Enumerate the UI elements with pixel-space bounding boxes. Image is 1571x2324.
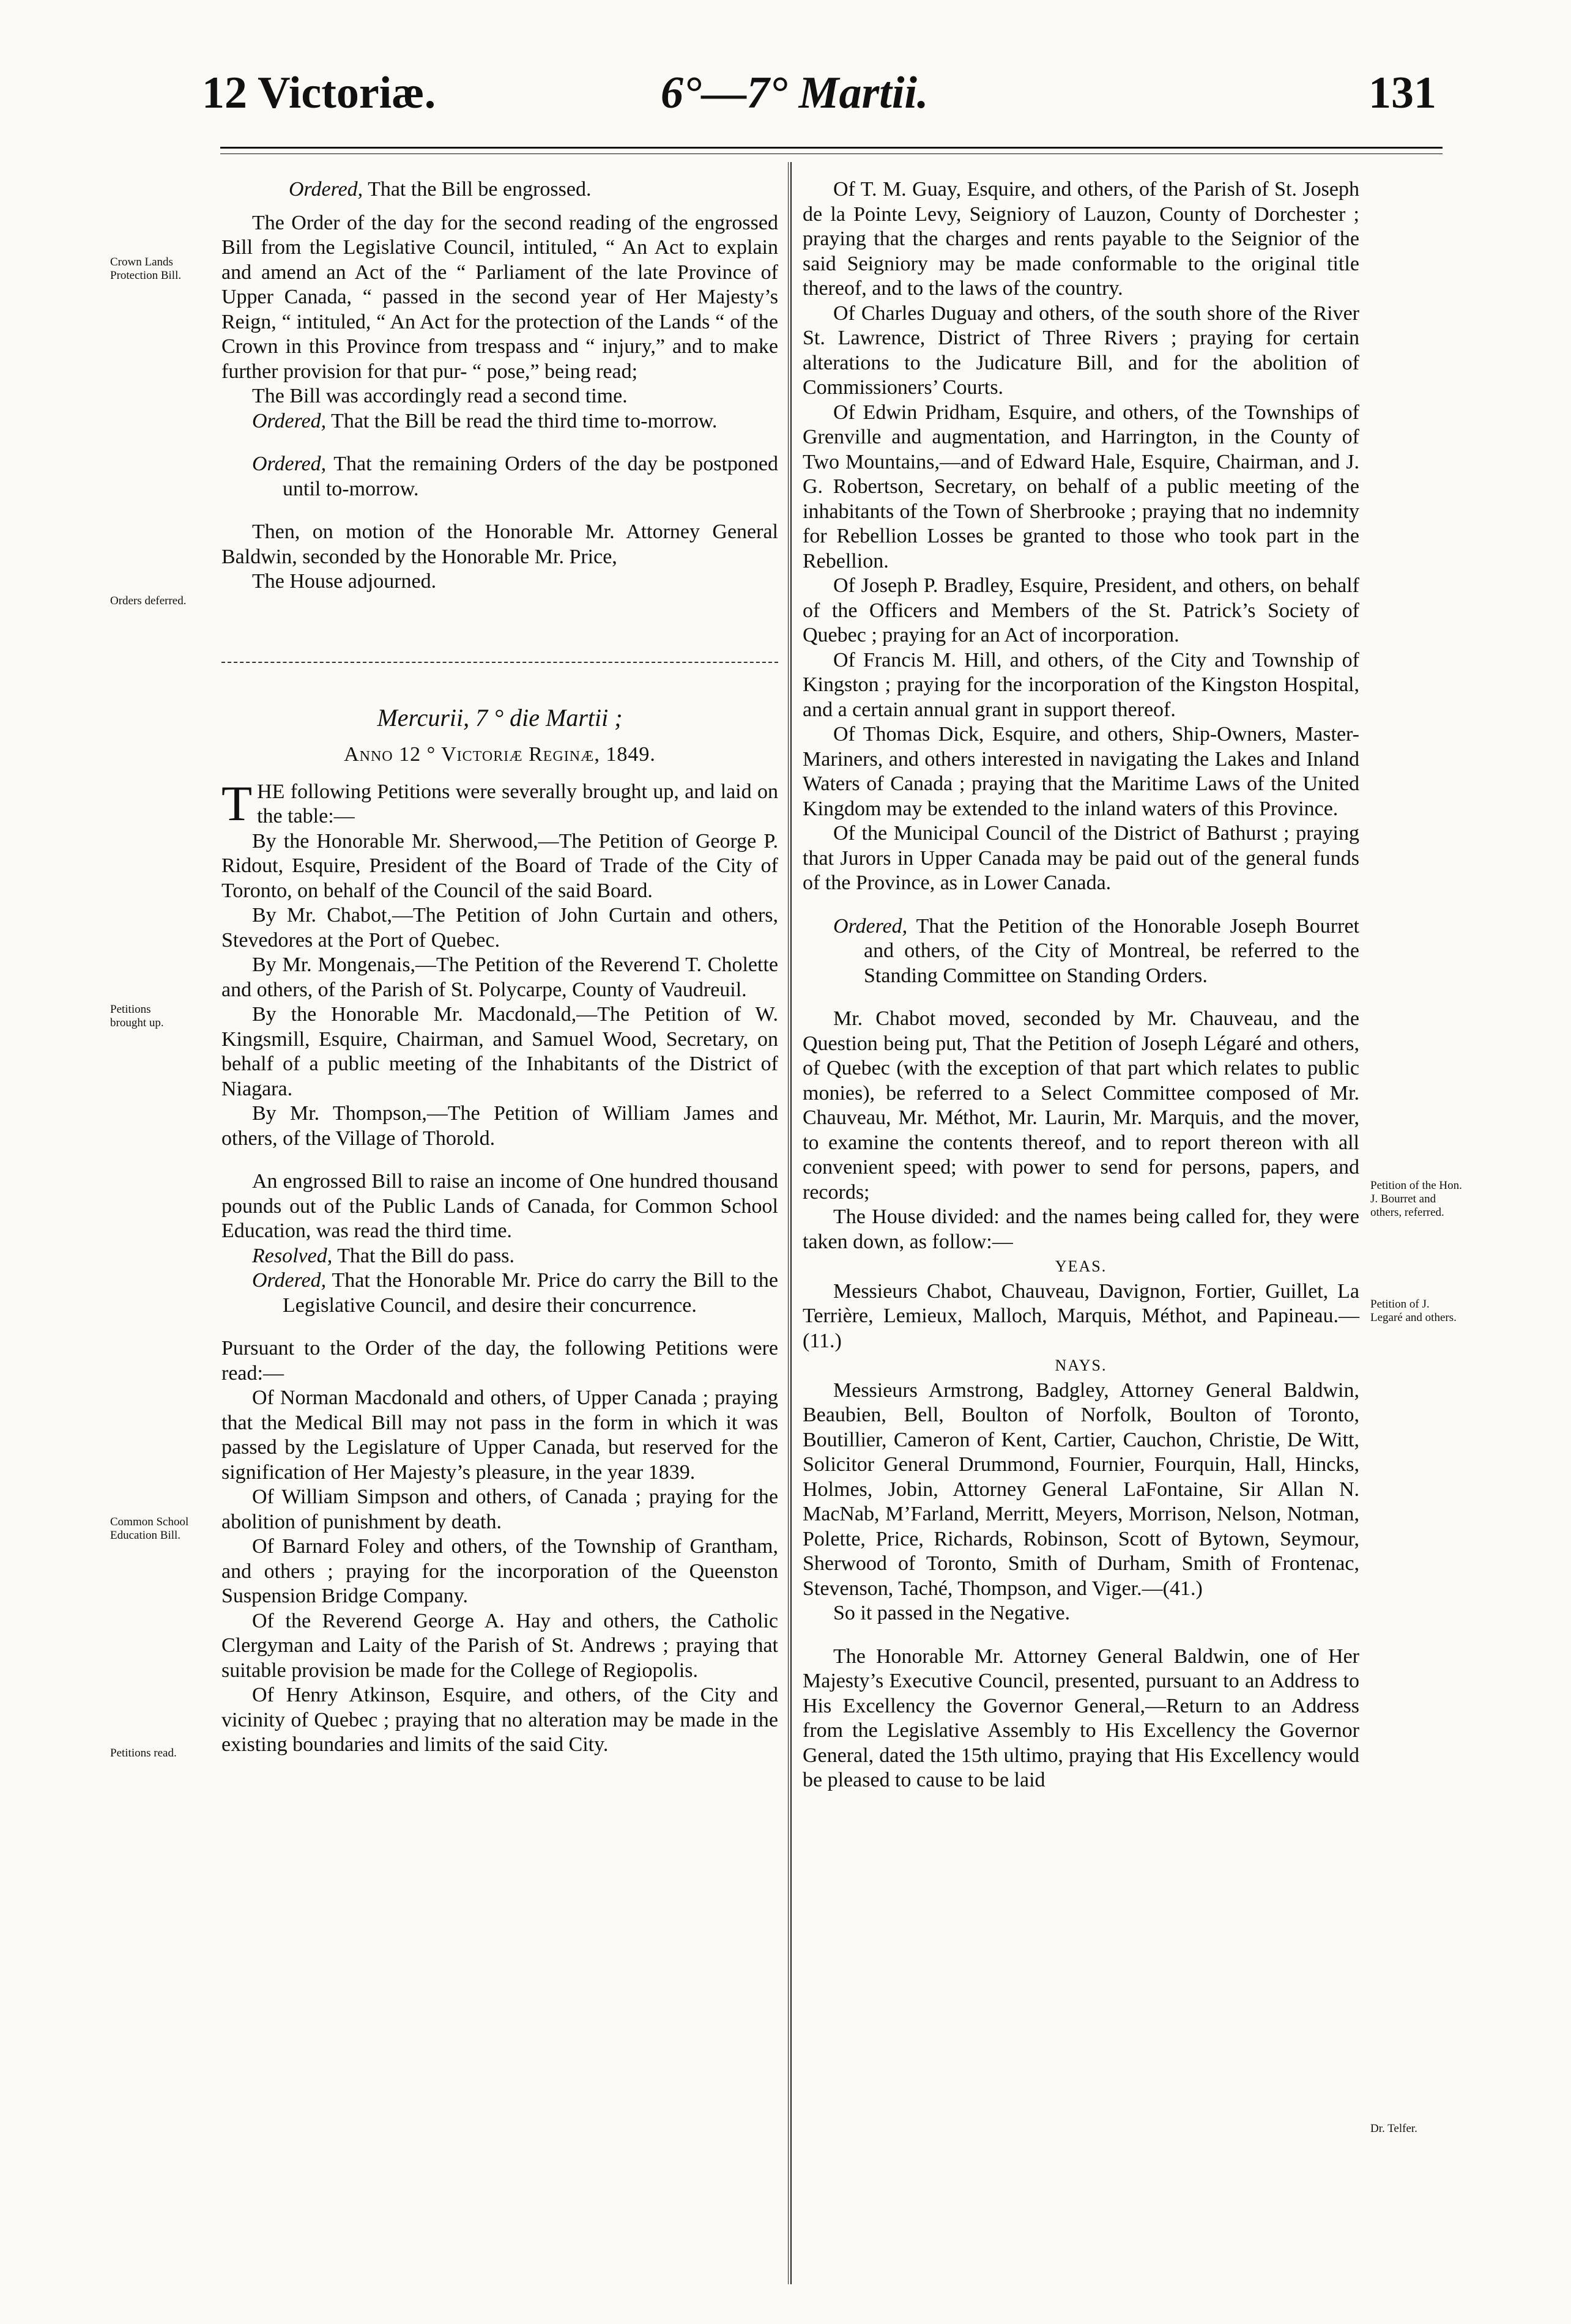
yeas-heading: YEAS. — [1055, 1257, 1107, 1275]
nays-list: Messieurs Armstrong, Badgley, Attorney General Baldwin, Beaubien, Bell, Boulton of Norfolk, Boulton of Toronto, Boutillier, Cameron of Kent, Cartier, Cauchon, Christie, De Witt, Solicitor General Drummond, Fournier, Fourquin, Hall, Hincks, Holmes, Jobin, Attorney General LaFontaine, Sir Allan N. MacNab, M’Farland, Merritt, Meyers, Morrison, Nelson, Notman, Polette, Price, Richards, Robinson, Scott of Bytown, Seymour, Sherwood of Toronto, Smith of Durham, Smith of Frontenac, Stevenson, Taché, Thompson, and Viger.—(41.) — [803, 1378, 1359, 1600]
petitions-intro: THE following Petitions were severally brought up, and laid on the table:— — [221, 775, 778, 831]
right-column — [803, 177, 1359, 1793]
petition-bradley: Of Joseph P. Bradley, Esquire, President, and others, on behalf of the Officers and Members of the St. Patrick’s Society of Quebec ; praying for an Act of incorporation. — [803, 574, 1359, 646]
page-header — [202, 67, 1436, 135]
petition-atkinson: Of Henry Atkinson, Esquire, and others, of the City and vicinity of Quebec ; praying that no alteration may be made in the existing boundaries and limits of the said City. — [221, 1684, 778, 1756]
page-number: 131 — [1369, 68, 1436, 118]
petition-guay: Of T. M. Guay, Esquire, and others, of the Parish of St. Joseph de la Pointe Levy, Seigniory of Lauzon, County of Dorchester ; praying that the charges and rents payable to the Seignior of the said Seigniory may be made conformable to the original title thereof, and to the laws of the country. — [803, 178, 1359, 300]
drop-cap: T — [221, 775, 253, 831]
second-reading: The Bill was accordingly read a second time. — [252, 385, 628, 407]
nays-heading: NAYS. — [1055, 1356, 1107, 1374]
petition-chabot: By Mr. Chabot,—The Petition of John Curtain and others, Stevedores at the Port of Quebec. — [221, 904, 778, 952]
header-rule — [220, 147, 1443, 154]
petition-mongenais: By Mr. Mongenais,—The Petition of the Reverend T. Cholette and others, of the Parish of St. Polycarpe, County of Vaudreuil. — [221, 953, 778, 1001]
house-adjourned: The House adjourned. — [252, 570, 437, 593]
section-divider — [221, 662, 778, 663]
petition-hay: Of the Reverend George A. Hay and others, the Catholic Clergyman and Laity of the Parish of St. Andrews ; praying that suitable provision be made for the College of Regiopolis. — [221, 1609, 778, 1682]
yeas-list: Messieurs Chabot, Chauveau, Davignon, Fortier, Guillet, La Terrière, Lemieux, Malloch, Marquis, Méthot, and Papineau.—(11.) — [803, 1279, 1359, 1352]
petition-dick: Of Thomas Dick, Esquire, and others, Ship-Owners, Master-Mariners, and others interested in navigating the Lakes and Inland Waters of Canada ; praying that the Maritime Laws of the United Kingdom may be extended to the inland waters of this Province. — [803, 723, 1359, 820]
petition-thompson: By Mr. Thompson,—The Petition of William James and others, of the Village of Thorold. — [221, 1102, 778, 1150]
petition-bathurst: Of the Municipal Council of the District of Bathurst ; praying that Jurors in Upper Canada may be paid out of the general funds of the Province, as in Lower Canada. — [803, 822, 1359, 894]
margin-note-telfer: Dr. Telfer. — [1370, 2122, 1417, 2135]
petition-macdonald-norman: Of Norman Macdonald and others, of Upper Canada ; praying that the Medical Bill may not pass in the form in which it was passed by the Legislature of Upper Canada, but reserved for the signification of Her Majesty’s pleasure, in the year 1839. — [221, 1386, 778, 1484]
margin-note-petitions-brought-up: Petitions brought up. — [110, 1003, 164, 1029]
petition-hill: Of Francis M. Hill, and others, of the City and Township of Kingston ; praying for the incorporation of the Kingston Hospital, and a certain annual grant in support thereof. — [803, 648, 1359, 721]
passed-negative: So it passed in the Negative. — [833, 1602, 1071, 1624]
ordered-carry-bill: Ordered, That the Honorable Mr. Price do carry the Bill to the Legislative Council, and desire their concurrence. — [252, 1269, 778, 1317]
petition-duguay: Of Charles Duguay and others, of the south shore of the River St. Lawrence, District of Three Rivers ; praying for certain alterations to the Judicature Bill, and for the abolition of Commissioners’ Courts. — [803, 302, 1359, 399]
sitting-date: Mercurii, 7 ° die Martii ; — [377, 703, 623, 731]
margin-note-crown-lands: Crown Lands Protection Bill. — [110, 256, 182, 282]
running-head-left: 12 Victoriæ. — [202, 68, 436, 118]
petition-macdonald: By the Honorable Mr. Macdonald,—The Petition of W. Kingsmill, Esquire, Chairman, and Samuel Wood, Secretary, on behalf of a public meeting of the Inhabitants of the District of Niagara. — [221, 1003, 778, 1100]
margin-note-orders-deferred: Orders deferred. — [110, 594, 187, 607]
sitting-year: Anno 12 ° Victoriæ Reginæ, 1849. — [344, 743, 656, 766]
house-divided: The House divided: and the names being called for, they were taken down, as follow:— — [803, 1205, 1359, 1253]
crown-lands-order: The Order of the day for the second reading of the engrossed Bill from the Legislative Council, intituled, “ An Act to explain and amend an Act of the “ Parliament of the late Province of Upper Canada, “ passed in the second year of Her Majesty’s Reign, “ intituled, “ An Act for the protection of the Lands “ of the Crown in this Province from trespass and “ injury,” and to make further provision for that pur- “ pose,” being read; — [221, 211, 778, 383]
margin-note-petitions-read: Petitions read. — [110, 1747, 177, 1760]
ordered-postponed: Ordered, That the remaining Orders of the day be postponed until to-morrow. — [252, 453, 778, 500]
left-column — [221, 177, 778, 1758]
petition-pridham: Of Edwin Pridham, Esquire, and others, of the Townships of Grenville and augmentation, and Harrington, in the County of Two Mountains,—and of Edward Hale, Esquire, Chairman, and J. G. Robertson, Secretary, on behalf of a public meeting of the inhabitants of the Town of Sherbrooke ; praying that no indemnity for Rebellion Losses be granted to those who took part in the Rebellion. — [803, 401, 1359, 572]
ordered-bourret-referred: Ordered, That the Petition of the Honorable Joseph Bourret and others, of the City of Montreal, be referred to the Standing Committee on Standing Orders. — [833, 914, 1359, 987]
chabot-motion: Mr. Chabot moved, seconded by Mr. Chauveau, and the Question being put, That the Petition of Joseph Légaré and others, of Quebec (with the exception of that part which relates to public monies), be referred to a Select Committee composed of Mr. Chauveau, Mr. Méthot, Mr. Laurin, Mr. Marquis, and the mover, to examine the contents thereof, and to report thereon with all convenient speed; with power to send for persons, papers, and records; — [803, 1007, 1359, 1204]
resolved-pass: Resolved, That the Bill do pass. — [252, 1244, 515, 1267]
margin-note-bourret: Petition of the Hon. J. Bourret and others, referred. — [1370, 1179, 1462, 1219]
petition-sherwood: By the Honorable Mr. Sherwood,—The Petition of George P. Ridout, Esquire, President of the Board of Trade of the City of Toronto, on behalf of the Council of the said Board. — [221, 829, 778, 902]
ordered-engrossed: Ordered, That the Bill be engrossed. — [289, 178, 592, 201]
baldwin-return: The Honorable Mr. Attorney General Baldwin, one of Her Majesty’s Executive Council, presented, pursuant to an Address to His Excellency the Governor General,—Return to an Address from the Legislative Assembly to His Excellency the Governor General, dated the 15th ultimo, praying that His Excellency would be pleased to cause to be laid — [803, 1645, 1359, 1791]
common-school-bill: An engrossed Bill to raise an income of One hundred thousand pounds out of the Public Lands of Canada, for Common School Education, was read the third time. — [221, 1170, 778, 1242]
petition-foley: Of Barnard Foley and others, of the Township of Grantham, and others ; praying for the incorporation of the Queenston Suspension Bridge Company. — [221, 1535, 778, 1607]
margin-note-common-school: Common School Education Bill. — [110, 1515, 189, 1542]
running-head-date: 6°—7° Martii. — [661, 68, 929, 118]
ordered-third-reading: Ordered, That the Bill be read the third time to-morrow. — [252, 409, 718, 432]
margin-note-legare: Petition of J. Legaré and others. — [1370, 1298, 1457, 1324]
column-divider — [790, 162, 792, 2284]
motion-adjourn: Then, on motion of the Honorable Mr. Attorney General Baldwin, seconded by the Honorable Mr. Price, — [221, 520, 778, 568]
petition-simpson: Of William Simpson and others, of Canada ; praying for the abolition of punishment by death. — [221, 1486, 778, 1533]
column-divider-inner — [788, 162, 789, 2284]
petitions-read-intro: Pursuant to the Order of the day, the following Petitions were read:— — [221, 1337, 778, 1385]
